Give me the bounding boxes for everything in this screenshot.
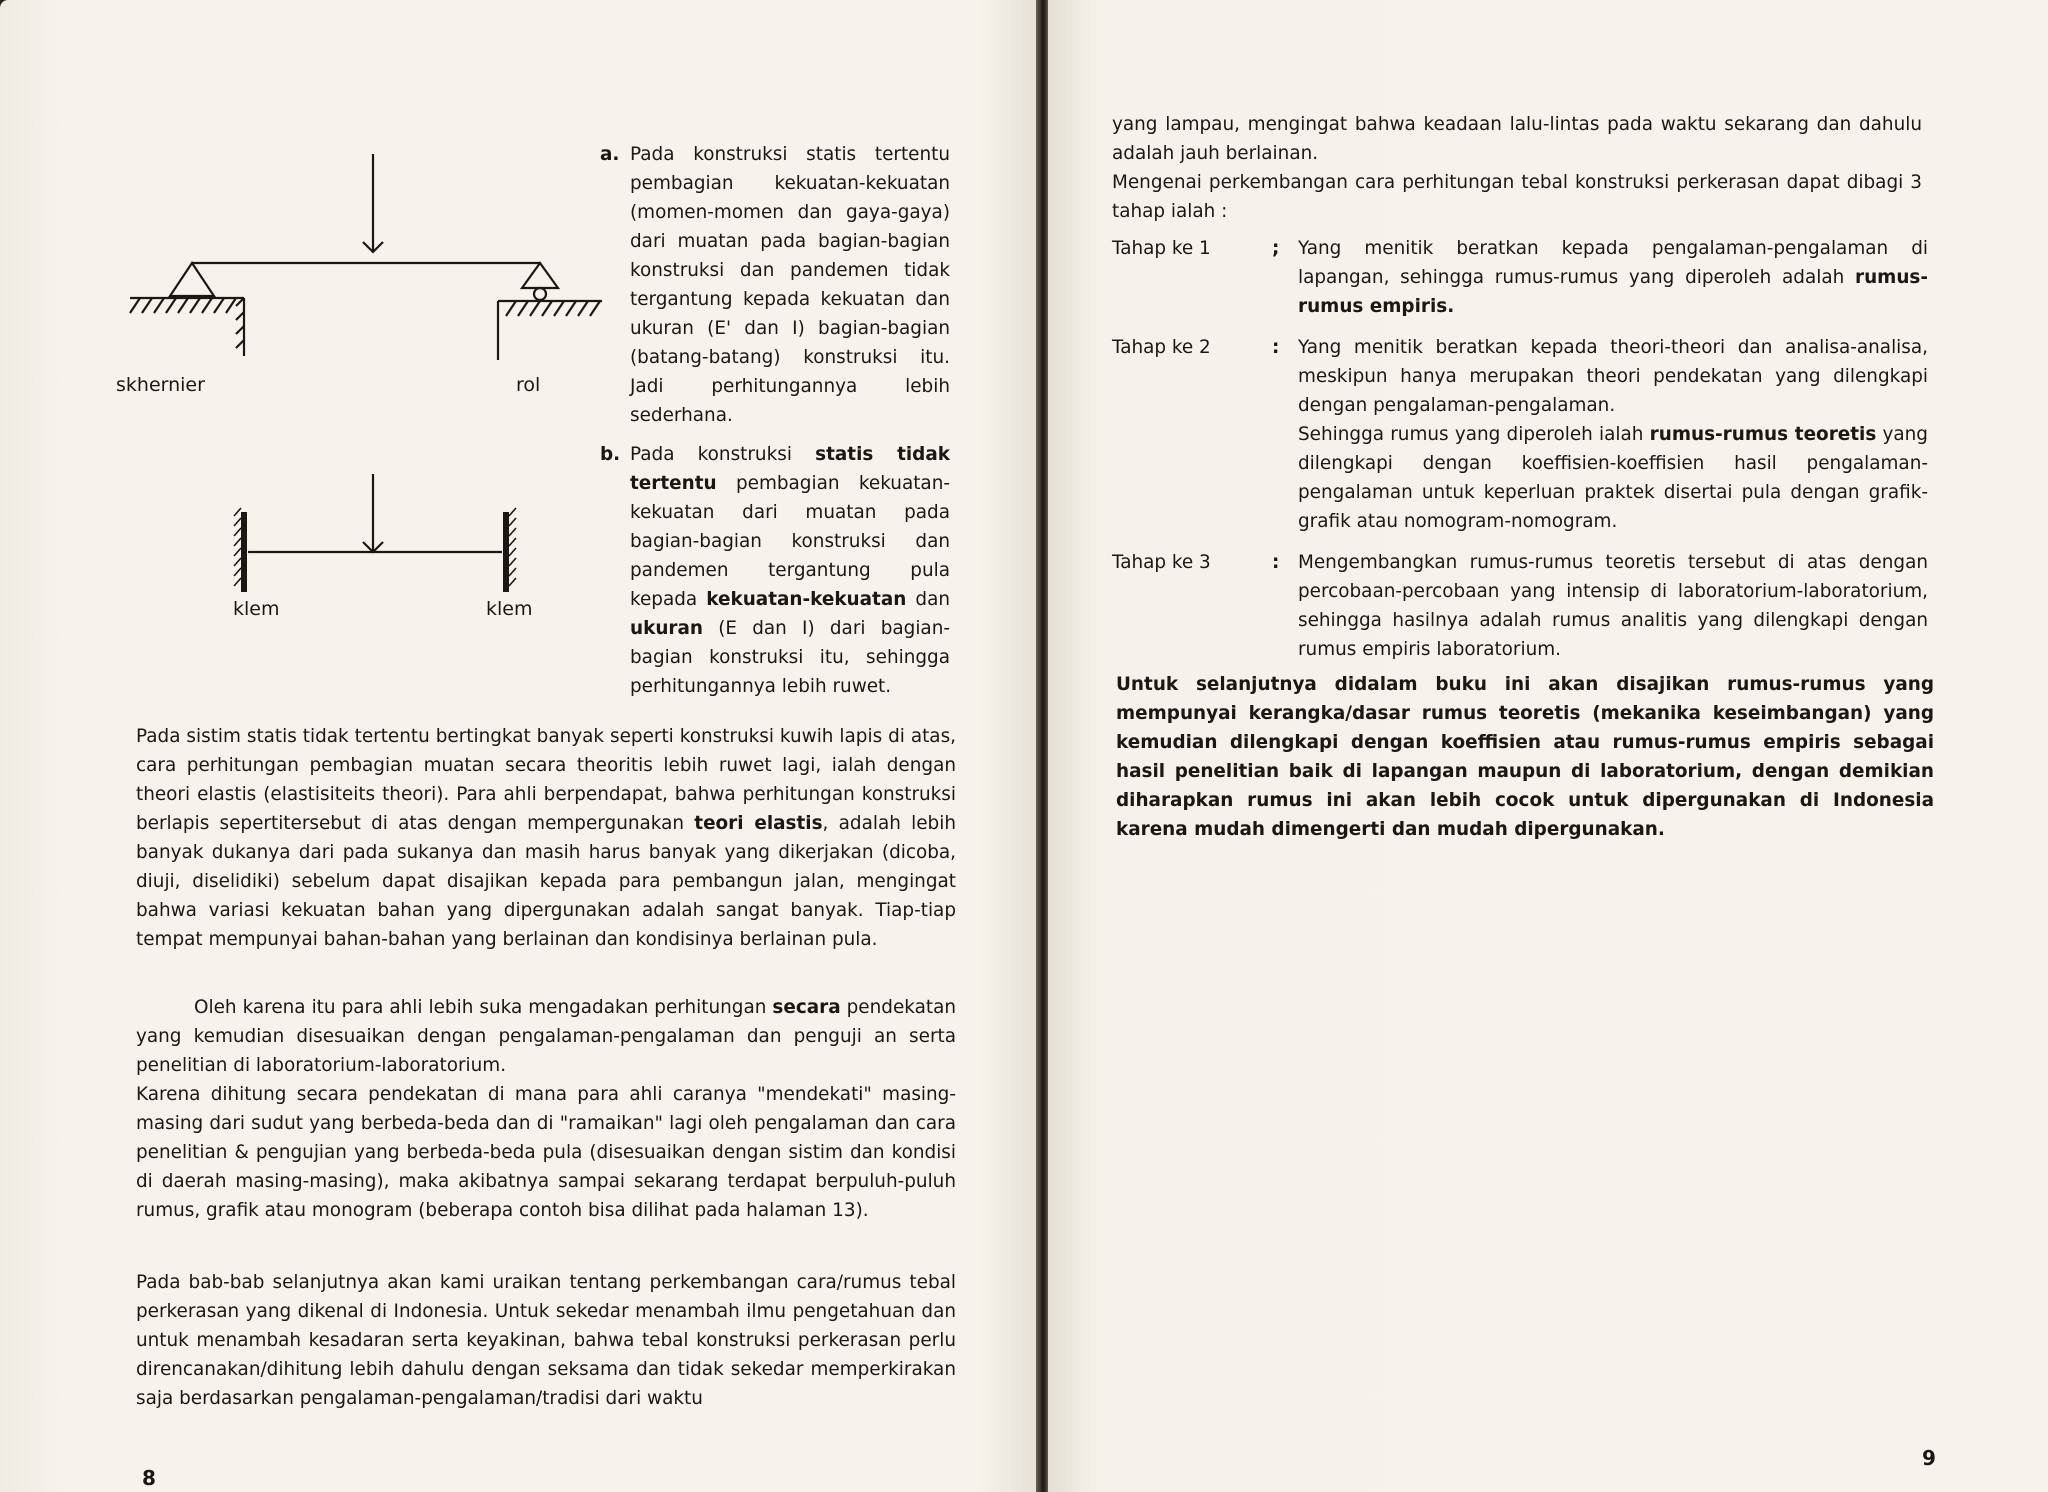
paragraph-continuation: yang lampau, mengingat bahwa keadaan lalu-lintas pada waktu sekarang dan dahulu adalah jauh berlainan. Mengenai perkembangan cara perhitungan tebal konstruksi perkerasan dapat dibagi 3 tahap ialah : [1112,114,1922,222]
stage-item-3: Tahap ke 3 : Mengembangkan rumus-rumus teoretis tersebut di atas dengan percobaan-percobaan yang intensip di laboratorium-laboratorium, sehingga hasilnya adalah rumus analitis yang dilengkapi dengan rumus empiris laboratorium. [1112,548,1928,664]
stage-item-1: Tahap ke 1 ; Yang menitik beratkan kepada pengalaman-pengalaman di lapangan, sehingga rumus-rumus yang diperoleh adalah rumus-rumus empiris. [1112,234,1928,321]
support-type-list [600,140,950,711]
label-skhernier: skhernier [116,374,205,396]
paragraph-elastic-theory: Pada sistim statis tidak tertentu bertingkat banyak seperti konstruksi kuwih lapis di atas, cara perhitungan pembagian muatan secara theoritis lebih ruwet lagi, ialah dengan theori elastis (elastisiteits theori). Para ahli berpendapat, bahwa perhitungan konstruksi berlapis sepertitersebut di atas dengan mempergunakan teori elastis, adalah lebih banyak dukanya dari pada sukanya dan masih harus banyak yang dikerjakan (dicoba, diuji, diselidiki) sebelum dapat disajikan kepada para pembangun jalan, mengingat bahwa variasi kekuatan bahan yang dipergunakan adalah sangat banyak. Tiap-tiap tempat mempunyai bahan-bahan yang berlainan dan kondisinya berlainan pula. [136,726,956,950]
stage-heading: Tahap ke 3 [1112,552,1211,573]
stage-heading: Tahap ke 1 [1112,238,1211,259]
list-marker: a. [600,144,620,165]
list-item-a [600,140,950,430]
page-number-left: 8 [142,1466,156,1490]
beam-support-illustration [110,148,610,648]
paragraph-next-chapters: Pada bab-bab selanjutnya akan kami uraikan tentang perkembangan cara/rumus tebal perkerasan yang dikenal di Indonesia. Untuk sekedar menambah ilmu pengetahuan dan untuk menambah kesadaran serta keyakinan, bahwa tebal konstruksi perkerasan perlu direncanakan/dihitung lebih dahulu dengan seksama dan tidak sekedar memperkirakan saja berdasarkan pengalaman-pengalaman/tradisi dari waktu [136,1272,956,1409]
stage-text: Mengembangkan rumus-rumus teoretis tersebut di atas dengan percobaan-percobaan yang intensip di laboratorium-laboratorium, sehingga hasilnya adalah rumus analitis yang dilengkapi dengan rumus empiris laboratorium. [1298,552,1928,660]
list-item-b [600,440,950,701]
label-rol: rol [516,374,541,396]
page-number-right: 9 [1922,1446,1936,1470]
stage-text: Yang menitik beratkan kepada theori-theori dan analisa-analisa, meskipun hanya merupakan theori pendekatan yang dilengkapi dengan pengalaman-pengalaman. Sehingga rumus yang diperoleh ialah rumus-rumus teoretis yang dilengkapi dengan koeffisien-koeffisien hasil pengalaman-pengalaman untuk keperluan praktek disertai pula dengan grafik-grafik atau nomogram-nomogram. [1298,337,1928,532]
label-klem-left: klem [233,598,280,620]
roller-support [522,263,558,288]
list-item-text: Pada konstruksi statis tertentu pembagian kekuatan-kekuatan (momen-momen dan gaya-gaya) dari muatan pada bagian-bagian konstruksi dan pandemen tidak tergantung kepada kekuatan dan ukuran (E' dan I) bagian-bagian (batang-batang) konstruksi itu. Jadi perhitungannya lebih sederhana. [630,144,950,426]
stage-heading: Tahap ke 2 [1112,337,1211,358]
stage-text: Yang menitik beratkan kepada pengalaman-pengalaman di lapangan, sehingga rumus-rumus yang diperoleh adalah rumus-rumus empiris. [1298,238,1928,317]
list-item-text: Pada konstruksi statis tidak tertentu pembagian kekuatan-kekuatan dari muatan pada bagian-bagian konstruksi dan pandemen tergantung pula kepada kekuatan-kekuatan dan ukuran (E dan I) dari bagian-bagian konstruksi itu, sehingga perhitungannya lebih ruwet. [630,444,950,697]
hinge-support [170,263,214,296]
label-klem-right: klem [486,598,533,620]
paragraph-book-approach: Untuk selanjutnya didalam buku ini akan disajikan rumus-rumus yang mempunyai kerangka/dasar rumus teoretis (mekanika keseimbangan) yang kemudian dilengkapi dengan koeffisien atau rumus-rumus empiris sebagai hasil penelitian baik di lapangan maupun di laboratorium, dengan demikian diharapkan rumus ini akan lebih cocok untuk dipergunakan di Indonesia karena mudah dimengerti dan mudah dipergunakan. [1116,674,1934,840]
beam-diagram [110,148,610,648]
stage-item-2: Tahap ke 2 : Yang menitik beratkan kepada theori-theori dan analisa-analisa, meskipun hanya merupakan theori pendekatan yang dilengkapi dengan pengalaman-pengalaman. Sehingga rumus yang diperoleh ialah rumus-rumus teoretis yang dilengkapi dengan koeffisien-koeffisien hasil pengalaman-pengalaman untuk keperluan praktek disertai pula dengan grafik-grafik atau nomogram-nomogram. [1112,333,1928,536]
stage-list [1112,234,1928,676]
paragraph-approximation: Oleh karena itu para ahli lebih suka mengadakan perhitungan secara pendekatan yang kemudian disesuaikan dengan pengalaman-pengalaman dan penguji an serta penelitian di laboratorium-laboratorium. Karena dihitung secara pendekatan di mana para ahli caranya "mendekati" masing-masing dari sudut yang berbeda-beda dan di "ramaikan" lagi oleh pengalaman dan cara penelitian & pengujian yang berbeda-beda pula (disesuaikan dengan sistim dan kondisi di daerah masing-masing), maka akibatnya sampai sekarang terdapat berpuluh-puluh rumus, grafik atau monogram (beberapa contoh bisa dilihat pada halaman 13). [136,997,957,1221]
list-marker: b. [600,444,621,465]
